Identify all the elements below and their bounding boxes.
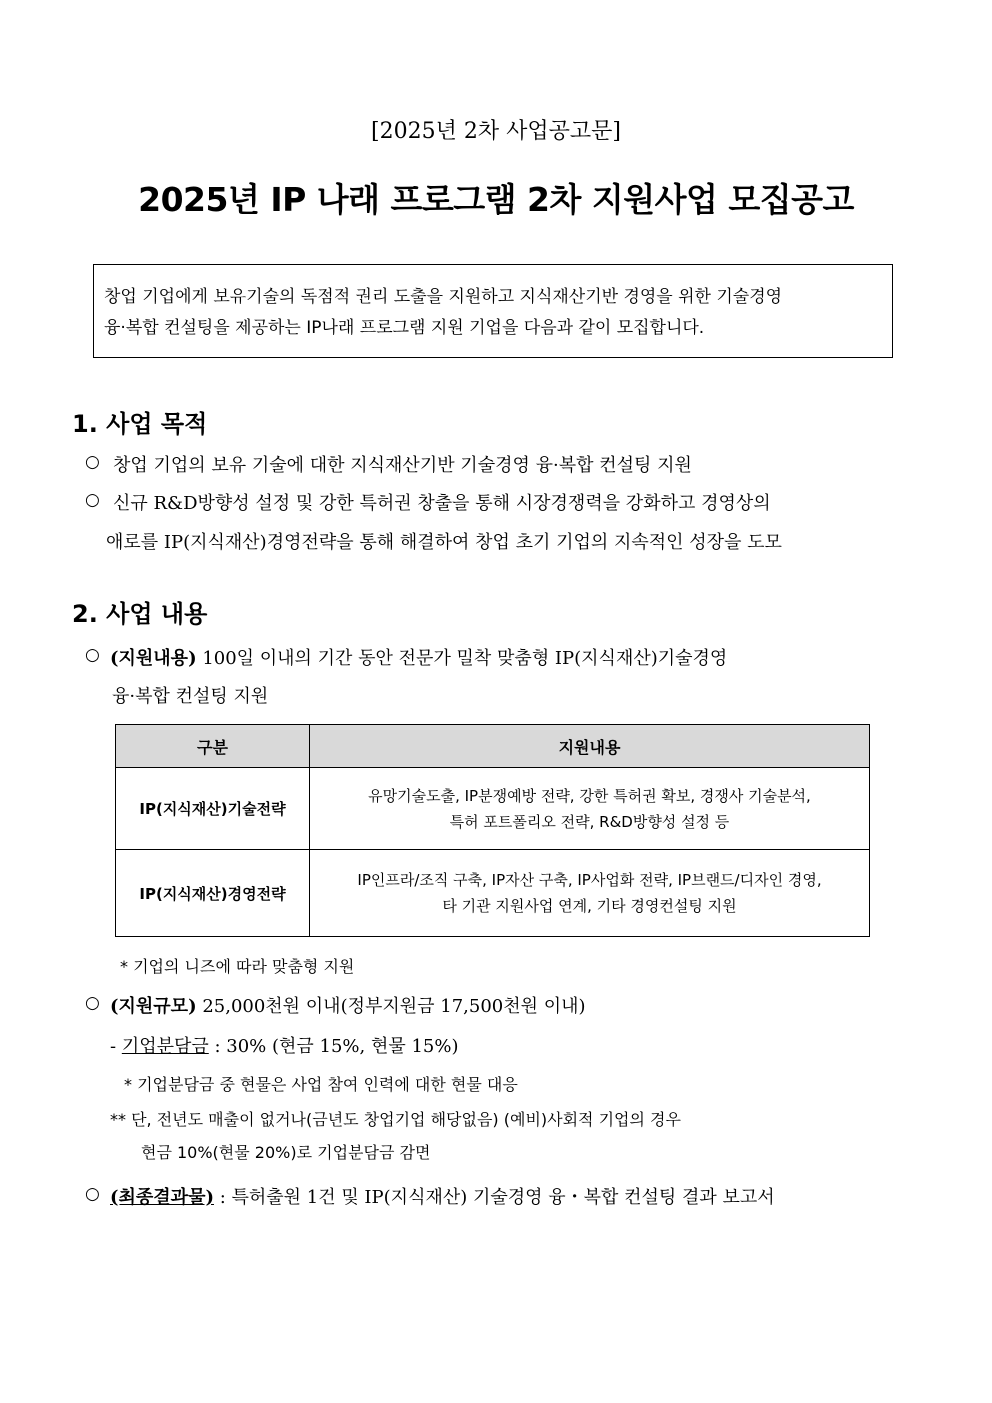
section-1-bullet-2-line-2: 애로를 IP(지식재산)경영전략을 통해 해결하여 창업 초기 기업의 지속적인 성장을 도모 <box>106 532 782 553</box>
cost-share-dash: - <box>110 1036 122 1057</box>
bullet-marker: ○ <box>85 452 100 472</box>
table-cell-content-line: 유망기술도출, IP분쟁예방 전략, 강한 특허권 확보, 경쟁사 기술분석, <box>368 786 811 805</box>
intro-line-2: 융·복합 컨설팅을 제공하는 IP나래 프로그램 지원 기업을 다음과 같이 모집합니다. <box>104 318 705 338</box>
table-note: * 기업의 니즈에 따라 맞춤형 지원 <box>120 957 355 976</box>
table-cell-content-line: 특허 포트폴리오 전략, R&D방향성 설정 등 <box>449 812 730 831</box>
cost-share-text: : 30% (현금 15%, 현물 15%) <box>208 1036 459 1057</box>
bullet-marker: ○ <box>85 1184 100 1204</box>
cost-share-line <box>110 1032 459 1058</box>
support-content-text: 100일 이내의 기간 동안 전문가 밀착 맞춤형 IP(지식재산)기술경영 <box>196 648 728 669</box>
table-header-row <box>116 725 870 768</box>
section-1-heading: 1. 사업 목적 <box>72 410 208 438</box>
final-deliverable-item <box>110 1183 775 1209</box>
notice-kicker: [2025년 2차 사업공고문] <box>371 119 621 144</box>
section-2-heading: 2. 사업 내용 <box>72 600 208 628</box>
support-content-label: (지원내용) <box>110 648 197 669</box>
intro-box <box>93 264 893 358</box>
final-deliverable-label: (최종결과물) <box>110 1187 214 1208</box>
support-content-text-line-2: 융·복합 컨설팅 지원 <box>112 686 269 707</box>
table-cell-category: IP(지식재산)경영전략 <box>116 850 310 937</box>
intro-line-1: 창업 기업에게 보유기술의 독점적 권리 도출을 지원하고 지식재산기반 경영을 위한 기술경영 <box>104 287 783 307</box>
support-scale-text: 25,000천원 이내(정부지원금 17,500천원 이내) <box>196 996 586 1017</box>
table-header-category: 구분 <box>116 725 310 768</box>
final-deliverable-text: : 특허출원 1건 및 IP(지식재산) 기술경영 융・복합 컨설팅 결과 보고서 <box>213 1187 775 1208</box>
cost-share-note-1: * 기업분담금 중 현물은 사업 참여 인력에 대한 현물 대응 <box>124 1075 518 1094</box>
table-cell-content <box>310 768 870 850</box>
table-cell-content-line: 타 기관 지원사업 연계, 기타 경영컨설팅 지원 <box>442 897 737 915</box>
bullet-marker: ○ <box>85 993 100 1013</box>
table-cell-category: IP(지식재산)기술전략 <box>116 768 310 850</box>
support-table <box>115 724 870 937</box>
cost-share-note-2-line-1: ** 단, 전년도 매출이 없거나(금년도 창업기업 해당없음) (예비)사회적 기업의 경우 <box>110 1110 681 1129</box>
table-header-content: 지원내용 <box>310 725 870 768</box>
bullet-marker: ○ <box>85 645 100 665</box>
cost-share-note-2-line-2: 현금 10%(현물 20%)로 기업분담금 감면 <box>141 1143 431 1162</box>
support-scale-label: (지원규모) <box>110 996 197 1017</box>
table-cell-content <box>310 850 870 937</box>
bullet-marker: ○ <box>85 490 100 510</box>
section-1-bullet-1: 창업 기업의 보유 기술에 대한 지식재산기반 기술경영 융·복합 컨설팅 지원 <box>113 455 692 476</box>
table-cell-content-line: IP인프라/조직 구축, IP자산 구축, IP사업화 전략, IP브랜드/디자인 경영, <box>357 871 822 889</box>
support-scale-item <box>110 992 586 1018</box>
cost-share-label: 기업분담금 <box>121 1036 209 1057</box>
page-title: 2025년 IP 나래 프로그램 2차 지원사업 모집공고 <box>138 180 854 219</box>
table-row <box>116 768 870 850</box>
section-1-bullet-2-line-1: 신규 R&D방향성 설정 및 강한 특허권 창출을 통해 시장경쟁력을 강화하고 경영상의 <box>113 493 771 514</box>
support-content-item <box>110 644 727 670</box>
table-row <box>116 850 870 937</box>
